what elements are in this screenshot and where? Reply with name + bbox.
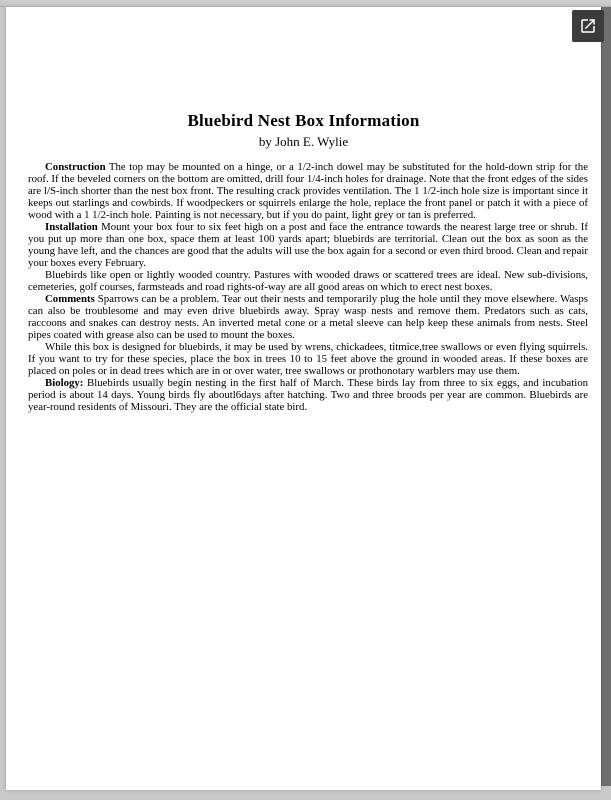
paragraph-text: Mount your box four to six feet high on a post and face the entrance towards the nearest large tree or shrub. If you put up more than one box, space them at least 100 yards apart; bluebirds are territorial. Clean out the box as soon as the young have left, and the chances are good that the adults will use the box again for a second or even third brood. Clean and repair your boxes every February. — [28, 221, 588, 269]
right-edge-strip — [601, 7, 611, 786]
paragraph-text: The top may be mounted on a hinge, or a 1/2-inch dowel may be substituted for the hold-down strip for the roof. If the beveled corners on the bottom are omitted, drill four 1/4-inch holes for drainage. Note that the front edges of the sides are l/S-inch shorter than the nest box front. The resulting crack provides ventilation. The 1 1/2-inch hole size is important since it keeps out starlings and cowbirds. If woodpeckers or squirrels enlarge the hole, replace the front panel or patch it with a piece of wood with a 1 1/2-inch hole. Painting is not necessary, but if you do paint, light grey or tan is preferred. — [28, 161, 588, 221]
top-bar — [0, 0, 611, 7]
paragraph-comments — [28, 293, 588, 341]
paragraph-installation — [28, 221, 588, 269]
paragraph-text: Bluebirds like open or lightly wooded country. Pastures with wooded draws or scattered trees are ideal. New sub-divisions, cemeteries, golf courses, farmsteads and road rights-of-way are all good areas on which to erect nest boxes. — [28, 269, 588, 293]
open-in-new-icon — [579, 17, 597, 35]
open-external-button[interactable] — [572, 10, 604, 42]
document-title: Bluebird Nest Box Information — [187, 111, 420, 130]
paragraph-text: Bluebirds usually begin nesting in the first half of March. These birds lay from three to six eggs, and incubation period is about 14 days. Young birds fly aboutl6days after hatching. Two and three broods per year are common. Bluebirds are year-round residents of Missouri. They are the official state bird. — [28, 377, 588, 413]
paragraph-habitat — [28, 269, 588, 293]
paragraph-biology — [28, 377, 588, 413]
paragraph-text: While this box is designed for bluebirds, it may be used by wrens, chickadees, titmice,tree swallows or even flying squirrels. If you want to try for these species, place the box in trees 10 to 15 feet above the ground in wooded areas. If these boxes are placed on poles or in dead trees which are in or over water, tree swallows or prothonotary warblers may use them. — [28, 341, 588, 377]
paragraph-text: Sparrows can be a problem. Tear out their nests and temporarily plug the hole until they move elsewhere. Wasps can also be troublesome and may even drive bluebirds away. Spray wasp nests and remove them. Predators such as cats, raccoons and snakes can destroy nests. An inverted metal cone or a metal sleeve can help keep these animals from nests. Steel pipes coated with grease also can be used to mount the boxes. — [28, 293, 588, 341]
paragraph-construction — [28, 161, 588, 221]
document-body — [28, 161, 588, 413]
document-page — [6, 7, 601, 790]
paragraph-other-species — [28, 341, 588, 377]
paragraph-lead: Biology: — [45, 377, 84, 389]
paragraph-lead: Installation — [45, 221, 98, 233]
paragraph-lead: Comments — [45, 293, 95, 305]
paragraph-lead: Construction — [45, 161, 106, 173]
document-byline: by John E. Wylie — [258, 134, 349, 149]
